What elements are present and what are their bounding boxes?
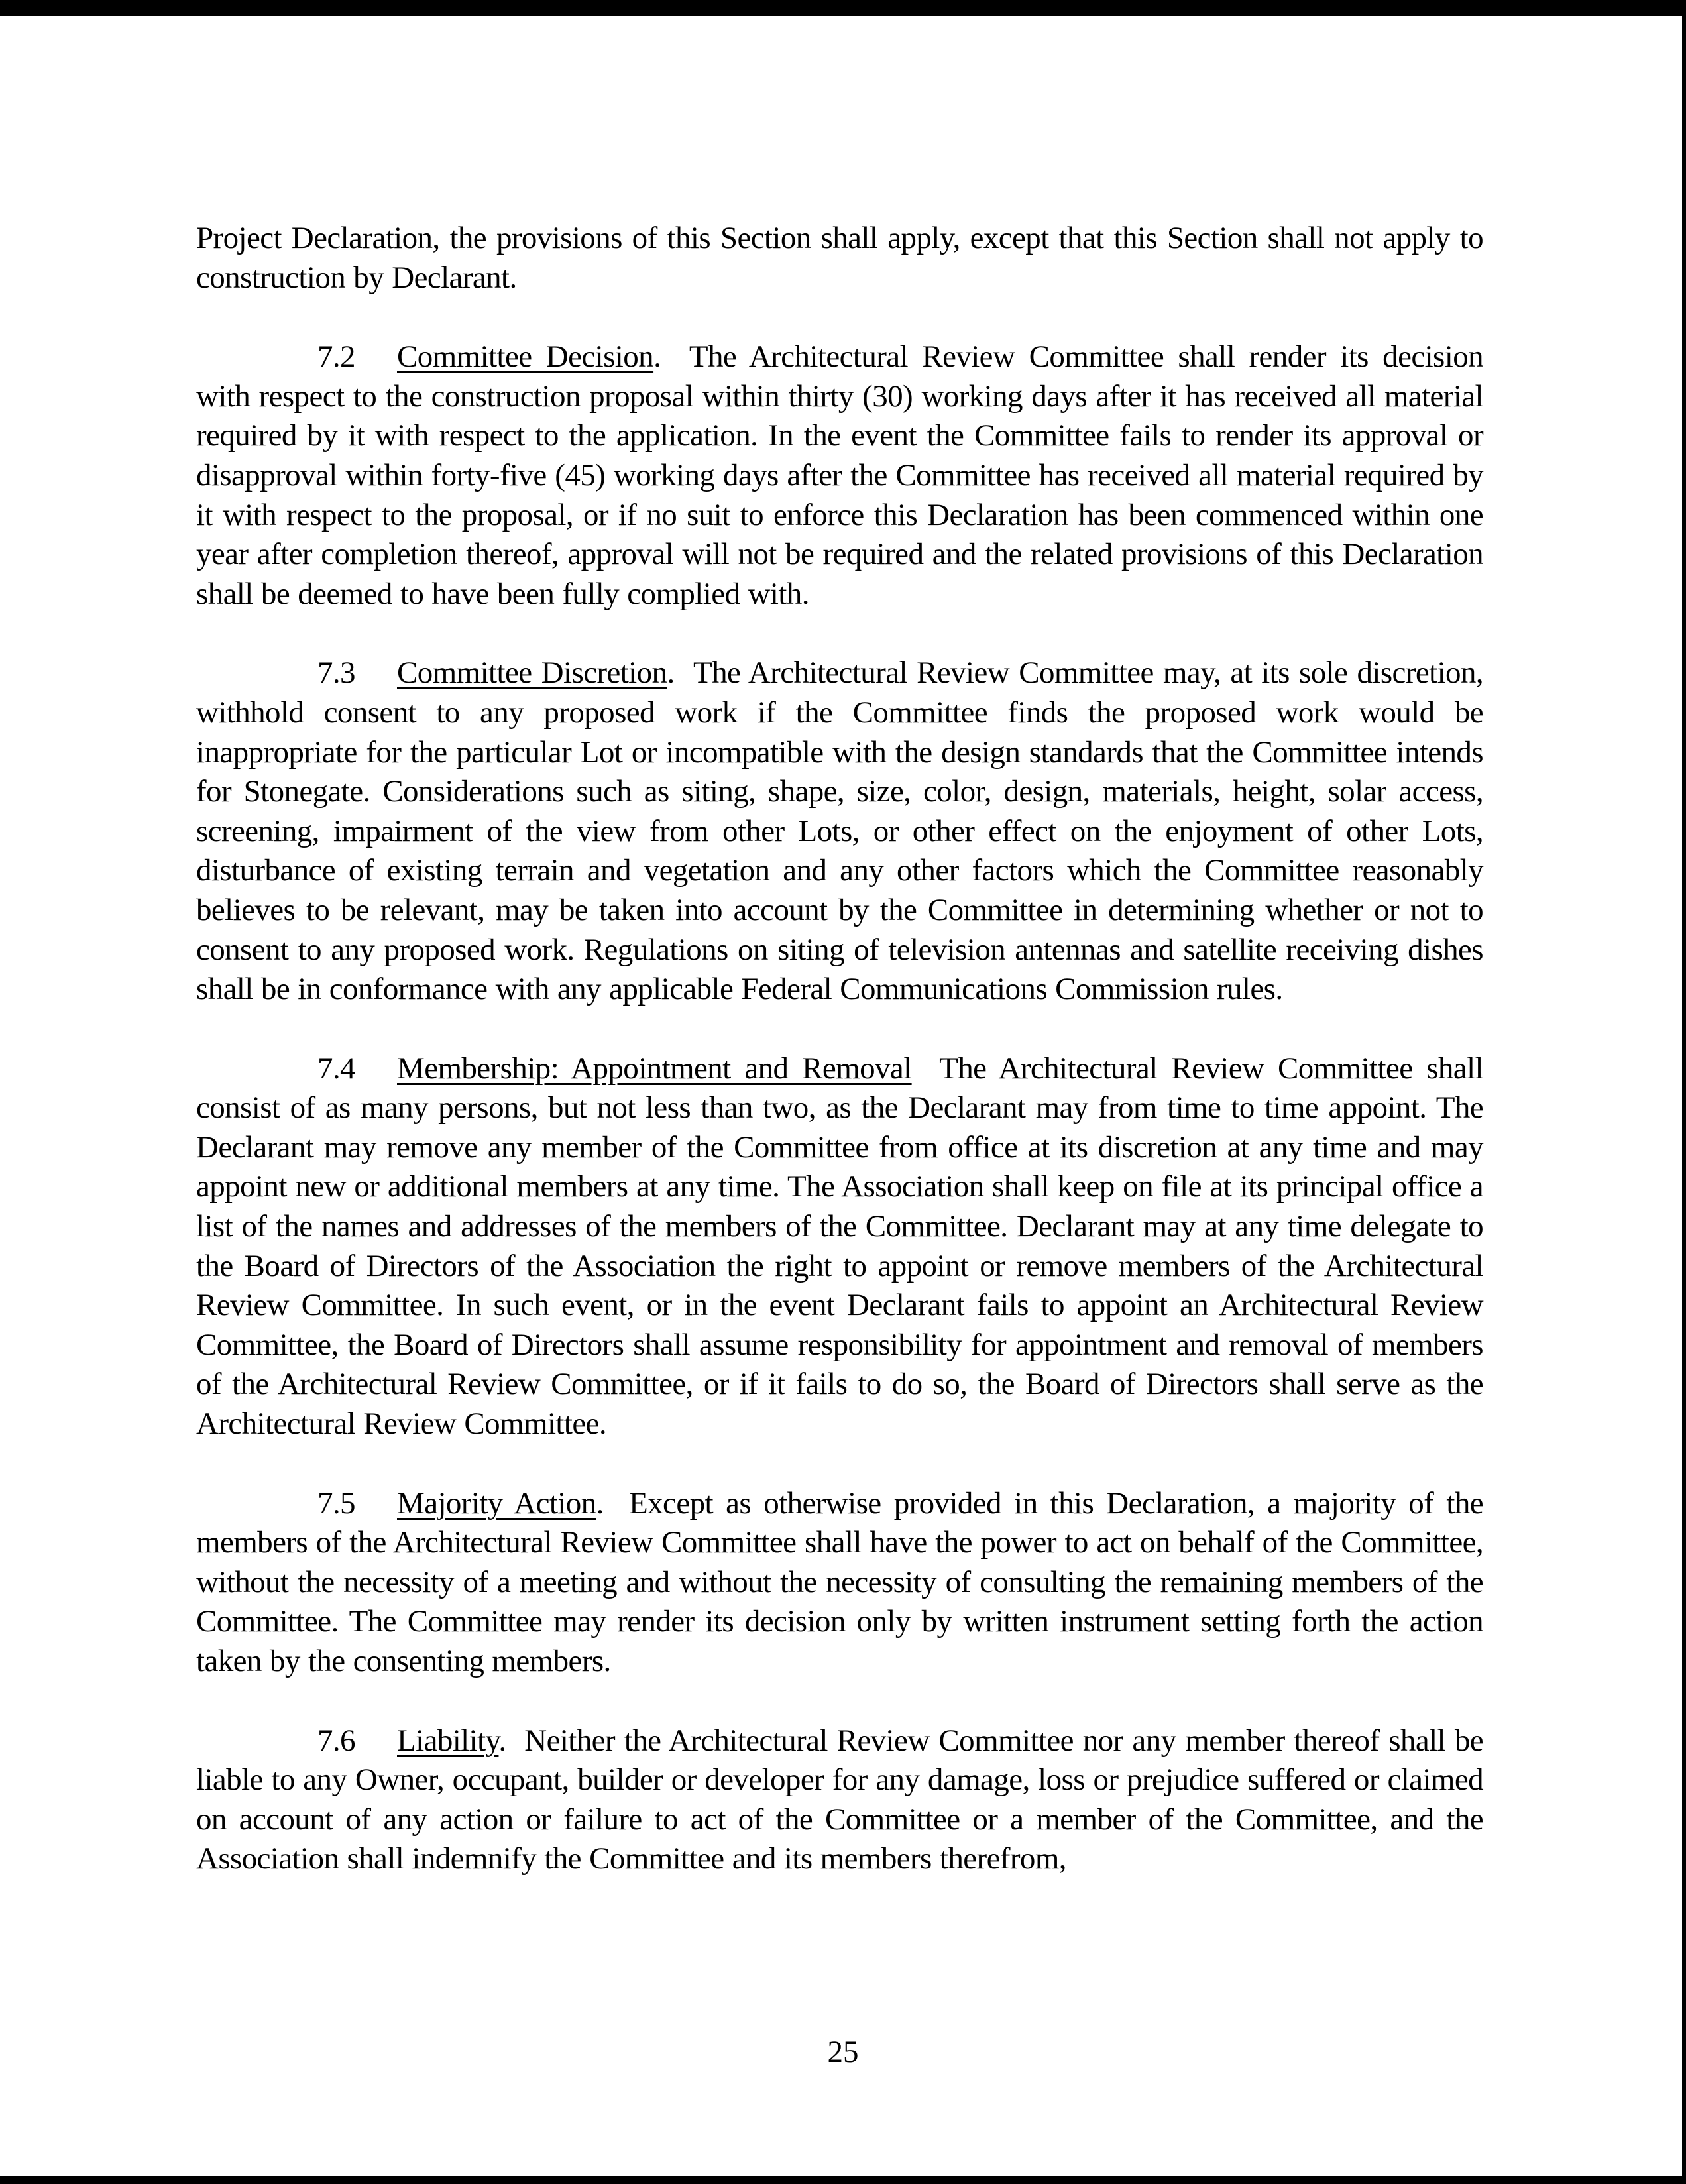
section-7-2: [196, 337, 1483, 614]
scan-border-top: [0, 0, 1686, 16]
section-7-3: [196, 654, 1483, 1009]
heading-punctuation: .: [596, 1485, 604, 1521]
section-heading: Majority Action: [397, 1485, 596, 1521]
scan-border-right: [1682, 16, 1686, 2177]
page-number: 25: [827, 2035, 859, 2069]
heading-punctuation: .: [667, 656, 675, 691]
section-number: 7.5: [317, 1485, 355, 1521]
section-number: 7.6: [317, 1723, 355, 1758]
section-body: Except as otherwise provided in this Declaration, a majority of the members of the Architectural Review Committee shall have the power to act on behalf of the Committee, without the necessity of a meeting and without the necessity of consulting the remaining members of the Committee. The Committee may render its decision only by written instrument setting forth the action taken by the consenting members.: [196, 1485, 1483, 1678]
section-number: 7.2: [317, 339, 355, 374]
section-body: The Architectural Review Committee shall render its decision with respect to the construction proposal within thirty (30) working days after it has received all material required by it with respect to the application. In the event the Committee fails to render its approval or disapproval within forty-five (45) working days after the Committee has received all material required by it with respect to the proposal, or if no suit to enforce this Declaration has been commenced within one year after completion thereof, approval will not be required and the related provisions of this Declaration shall be deemed to have been fully complied with.: [196, 339, 1483, 611]
section-7-6: [196, 1721, 1483, 1879]
section-heading: Committee Discretion: [397, 656, 667, 691]
section-body: The Architectural Review Committee shall consist of as many persons, but not less than two, as the Declarant may from time to time appoint. The Declarant may remove any member of the Committee from office at its discretion at any time and may appoint new or additional members at any time. The Association shall keep on file at its principal office a list of the names and addresses of the members of the Committee. Declarant may at any time delegate to the Board of Directors of the Association the right to appoint or remove members of the Architectural Review Committee. In such event, or in the event Declarant fails to appoint an Architectural Review Committee, the Board of Directors shall assume responsibility for appointment and removal of members of the Architectural Review Committee, or if it fails to do so, the Board of Directors shall serve as the Architectural Review Committee.: [196, 1051, 1483, 1442]
section-number: 7.4: [317, 1051, 355, 1086]
section-heading: Membership: Appointment and Removal: [397, 1051, 912, 1086]
continuation-paragraph: Project Declaration, the provisions of this Section shall apply, except that this Section shall not apply to construction by Declarant.: [196, 221, 1483, 295]
section-7-4: [196, 1049, 1483, 1444]
section-7-5: [196, 1484, 1483, 1682]
scan-border-bottom: [0, 2176, 1686, 2184]
section-number: 7.3: [317, 656, 355, 691]
document-page-body: [196, 219, 1483, 1919]
section-heading: Liability: [397, 1723, 499, 1758]
section-body: The Architectural Review Committee may, at its sole discretion, withhold consent to any proposed work if the Committee finds the proposed work would be inappropriate for the particular Lot or incompatible with the design standards that the Committee intends for Stonegate. Considerations such as siting, shape, size, color, design, materials, height, solar access, screening, impairment of the view from other Lots, or other effect on the enjoyment of other Lots, disturbance of existing terrain and vegetation and any other factors which the Committee reasonably believes to be relevant, may be taken into account by the Committee in determining whether or not to consent to any proposed work. Regulations on siting of television antennas and satellite receiving dishes shall be in conformance with any applicable Federal Communications Commission rules.: [196, 656, 1483, 1007]
section-body: Neither the Architectural Review Committee nor any member thereof shall be liable to any Owner, occupant, builder or developer for any damage, loss or prejudice suffered or claimed on account of any action or failure to act of the Committee or a member of the Committee, and the Association shall indemnify the Committee and its members therefrom,: [196, 1723, 1483, 1876]
heading-punctuation: .: [653, 339, 661, 374]
section-heading: Committee Decision: [397, 339, 654, 374]
heading-punctuation: .: [498, 1723, 506, 1758]
